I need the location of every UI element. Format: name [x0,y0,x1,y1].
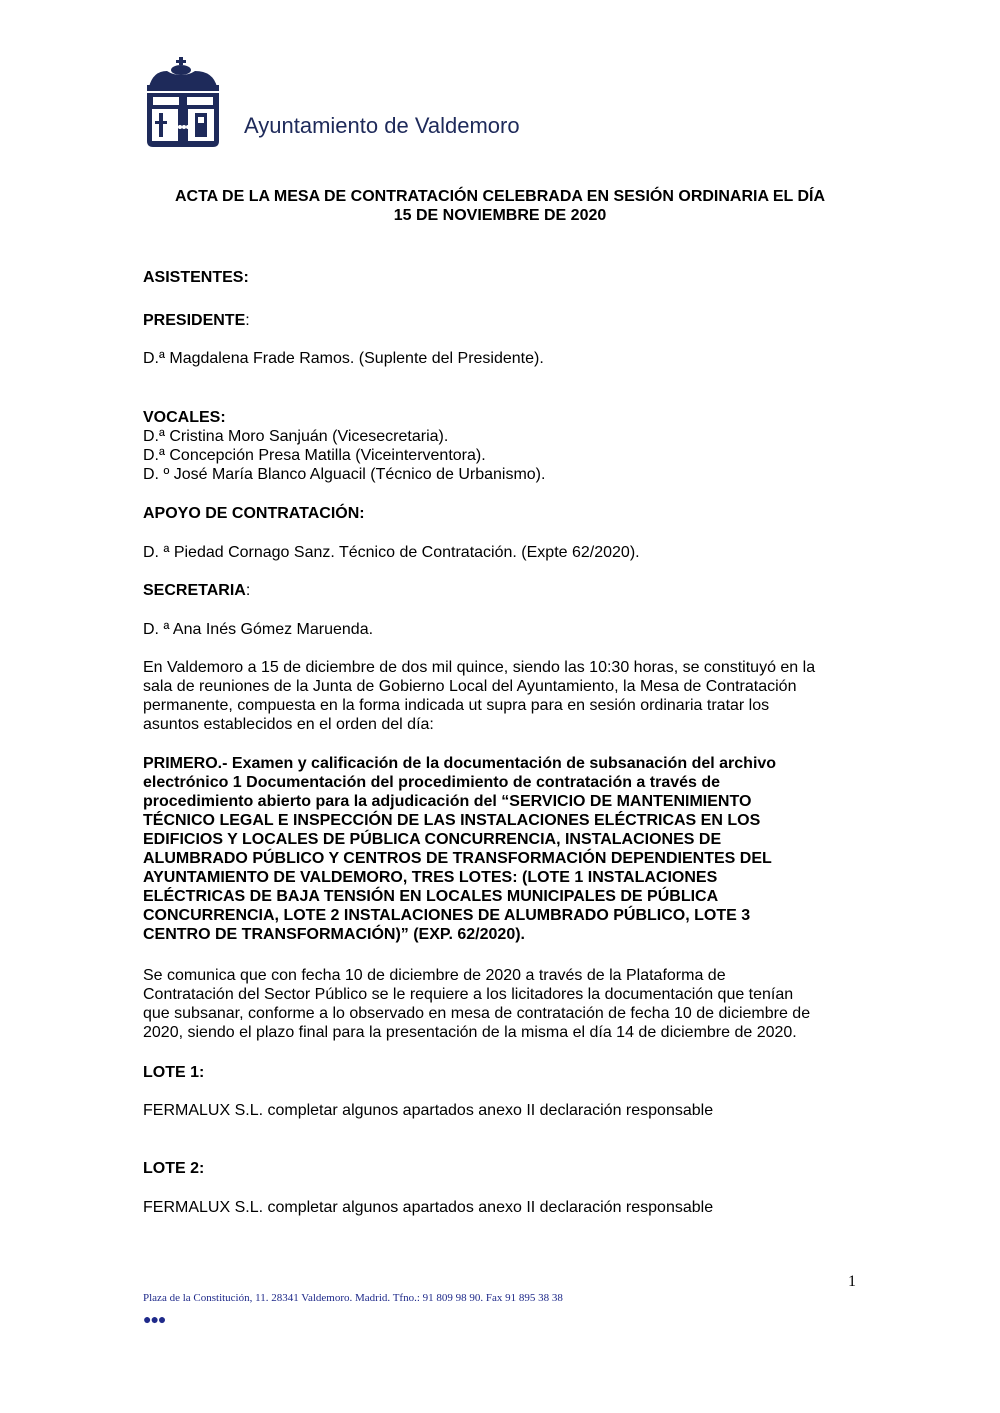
vocales-list [143,427,857,484]
president-label-text: PRESIDENTE [143,312,246,329]
vocal-item: D.ª Cristina Moro Sanjuán (Vicesecretaria). [143,428,449,445]
paragraph-line: EDIFICIOS Y LOCALES DE PÚBLICA CONCURRENCIA, INSTALACIONES DE [143,831,722,848]
paragraph-line: que subsanar, conforme a lo observado en mesa de contratación de fecha 10 de diciembre de [143,1005,811,1022]
president-label [143,311,857,330]
paragraph-line: PRIMERO.- Examen y calificación de la documentación de subsanación del archivo [143,755,777,772]
attendees-heading: ASISTENTES: [143,269,249,286]
secretaria-label [143,581,857,600]
president-colon: : [245,312,250,329]
paragraph-line: En Valdemoro a 15 de diciembre de dos mil quince, siendo las 10:30 horas, se constituyó en la [143,659,816,676]
primero-paragraph [143,754,857,944]
paragraph-line: CONCURRENCIA, LOTE 2 INSTALACIONES DE ALUMBRADO PÚBLICO, LOTE 3 [143,907,751,924]
footer-dots: ●●● [143,1311,166,1327]
lote2-text: FERMALUX S.L. completar algunos apartados anexo II declaración responsable [143,1199,714,1216]
coat-of-arms-icon [143,57,223,149]
paragraph-line: AYUNTAMIENTO DE VALDEMORO, TRES LOTES: (LOTE 1 INSTALACIONES [143,869,718,886]
secretaria-name: D. ª Ana Inés Gómez Maruenda. [143,621,374,638]
paragraph-line: Se comunica que con fecha 10 de diciembre de 2020 a través de la Plataforma de [143,967,726,984]
president-name: D.ª Magdalena Frade Ramos. (Suplente del Presidente). [143,350,544,367]
footer-address: Plaza de la Constitución, 11. 28341 Valdemoro. Madrid. Tfno.: 91 809 98 90. Fax 91 895 38 38 [143,1292,563,1304]
apoyo-name: D. ª Piedad Cornago Sanz. Técnico de Contratación. (Expte 62/2020). [143,544,640,561]
lote1-text: FERMALUX S.L. completar algunos apartados anexo II declaración responsable [143,1102,714,1119]
paragraph-line: electrónico 1 Documentación del procedimiento de contratación a través de [143,774,721,791]
comunica-paragraph [143,966,857,1042]
paragraph-line: ALUMBRADO PÚBLICO Y CENTROS DE TRANSFORMACIÓN DEPENDIENTES DEL [143,850,772,867]
title-line: ACTA DE LA MESA DE CONTRATACIÓN CELEBRADA EN SESIÓN ORDINARIA EL DÍA [174,188,826,205]
document-title [143,187,857,225]
apoyo-label: APOYO DE CONTRATACIÓN: [143,505,365,522]
paragraph-line: CENTRO DE TRANSFORMACIÓN)” (EXP. 62/2020). [143,926,525,943]
vocales-label: VOCALES: [143,409,226,426]
paragraph-line: Contratación del Sector Público se le requiere a los licitadores la documentación que tenían [143,986,794,1003]
paragraph-line: ELÉCTRICAS DE BAJA TENSIÓN EN LOCALES MUNICIPALES DE PÚBLICA [143,888,719,905]
secretaria-label-text: SECRETARIA [143,582,246,599]
paragraph-line: 2020, siendo el plazo final para la presentación de la misma el día 14 de diciembre de 2020. [143,1024,797,1041]
paragraph-line: asuntos establecidos en el orden del día: [143,716,434,733]
intro-paragraph [143,658,857,734]
paragraph-line: TÉCNICO LEGAL E INSPECCIÓN DE LAS INSTALACIONES ELÉCTRICAS EN LOS [143,812,761,829]
vocal-item: D.ª Concepción Presa Matilla (Viceinterventora). [143,447,486,464]
paragraph-line: sala de reuniones de la Junta de Gobierno Local del Ayuntamiento, la Mesa de Contratación [143,678,797,695]
secretaria-colon: : [245,582,251,599]
paragraph-line: procedimiento abierto para la adjudicación del “SERVICIO DE MANTENIMIENTO [143,793,752,810]
title-line: 15 DE NOVIEMBRE DE 2020 [393,207,607,224]
vocal-item: D. º José María Blanco Alguacil (Técnico de Urbanismo). [143,466,546,483]
organization-name: Ayuntamiento de Valdemoro [244,113,520,138]
paragraph-line: permanente, compuesta en la forma indicada ut supra para en sesión ordinaria tratar los [143,697,770,714]
lote1-label: LOTE 1: [143,1064,205,1081]
lote2-label: LOTE 2: [143,1160,205,1177]
page-number: 1 [848,1273,856,1290]
